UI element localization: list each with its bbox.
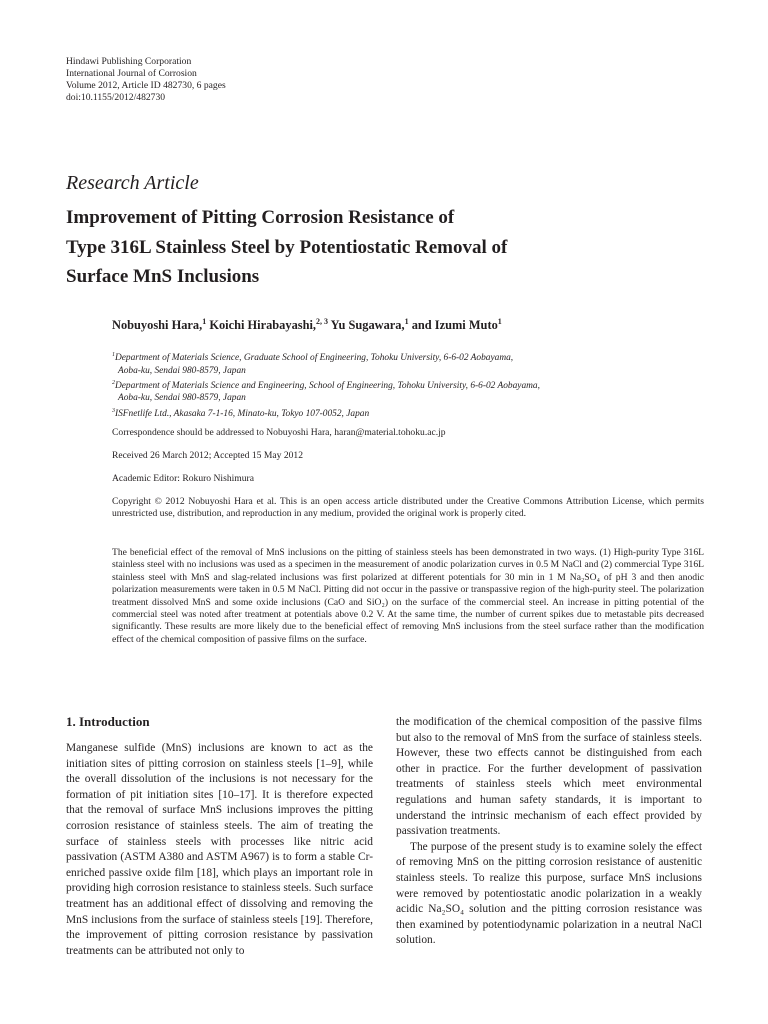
volume-info: Volume 2012, Article ID 482730, 6 pages bbox=[66, 80, 226, 91]
article-type: Research Article bbox=[66, 172, 199, 194]
author-affil-mark: 2, 3 bbox=[316, 317, 329, 326]
author-affil-mark: 1 bbox=[404, 317, 409, 326]
affil-mark: 1 bbox=[112, 352, 115, 358]
publisher: Hindawi Publishing Corporation bbox=[66, 56, 192, 67]
author-name: Yu Sugawara, bbox=[330, 318, 405, 333]
body-paragraph: the modification of the chemical composition of the passive films but also to the removal of MnS from the surface of stainless steels. However, these two effects cannot be distinguished from each other in practice. For the further development of passivation treatments of stainless steels which meet environmental regulations and human safety standards, it is important to understand the intrinsic mechanism of each effect provided by passivation treatments. bbox=[396, 716, 702, 838]
correspondence-text: Correspondence should be addressed to Nobuyoshi Hara, bbox=[112, 427, 335, 438]
doi: doi:10.1155/2012/482730 bbox=[66, 92, 166, 103]
paper-title bbox=[66, 203, 706, 292]
body-paragraph: The purpose of the present study is to examine solely the effect of removing MnS on the pitting corrosion resistance of austenitic stainless steels. To realize this purpose, surface MnS inclusions were removed by potentiostatic anodic polarization in a weakly acidic Na₂SO₄ solution and the pitting corrosion resistance was then examined by potentiodynamic polarization in a neutral NaCl solution. bbox=[396, 840, 702, 947]
author-name: Nobuyoshi Hara, bbox=[112, 318, 203, 333]
title-line: Surface MnS Inclusions bbox=[66, 266, 260, 287]
affil-mark: 2 bbox=[112, 379, 115, 386]
received-accepted-dates: Received 26 March 2012; Accepted 15 May 2012 bbox=[112, 450, 304, 461]
journal-header bbox=[66, 56, 226, 104]
body-paragraph: Manganese sulfide (MnS) inclusions are known to act as the initiation sites of pitting corrosion on stainless steels [1–9], while the overall dissolution of the inclusions is not necessary for the formation of pit initiation sites [10–17]. It is therefore expected that the removal of surface MnS inclusions improves the pitting corrosion resistance of stainless steels. The aim of treating the surface of stainless steels with processes like nitric acid passivation (ASTM A380 and ASTM A967) is to form a stable Cr-enriched passive oxide film [18], which plays an important role in providing high corrosion resistance to stainless steels. Such surface treatment has an additional effect of dissolving and removing the MnS inclusions from the surface of stainless steels [19]. Therefore, the improvement of pitting corrosion resistance by passivation treatments can be attributed not only to bbox=[66, 742, 373, 957]
abstract: The beneficial effect of the removal of MnS inclusions on the pitting of stainless steels has been demonstrated in two ways. (1) High-purity Type 316L stainless steel with no inclusions was used as a specimen in the measurement of anodic polarization curves in 0.5 M NaCl and (2) commercial Type 316L stainless steel with MnS and slag-related inclusions was first polarized at different potentials for 30 min in 1 M Na₂SO₄ of pH 3 and then anodic polarization measurements were taken in 0.5 M NaCl. Pitting did not occur in the passive or transpassive region of the high-purity steel. The polarization treatment dissolved MnS and some oxide inclusions (CaO and SiO₂) on the surface of the commercial steel. An increase in pitting potential of the commercial steel was noted after treatment at potentials above 0.2 V. At the same time, the number of current spikes due to metastable pits decreased significantly. These results are more likely due to the beneficial effect of removing MnS inclusions from the steel surface rather than the modification effect of the chemical composition of passive films on the surface. bbox=[112, 547, 704, 645]
affiliations bbox=[112, 349, 672, 420]
title-line: Type 316L Stainless Steel by Potentiostatic Removal of bbox=[66, 236, 508, 258]
author-list bbox=[112, 317, 502, 333]
affiliation-text: Aoba-ku, Sendai 980-8579, Japan bbox=[118, 365, 246, 376]
title-line: Improvement of Pitting Corrosion Resistance of bbox=[66, 207, 455, 228]
journal-name: International Journal of Corrosion bbox=[66, 68, 197, 79]
author-name: Koichi Hirabayashi, bbox=[209, 318, 317, 333]
body-column-left bbox=[66, 741, 373, 959]
affiliation-text: Department of Materials Science, Graduate School of Engineering, Tohoku University, 6-6-02 Aobayama, bbox=[115, 353, 514, 364]
academic-editor: Academic Editor: Rokuro Nishimura bbox=[112, 473, 255, 484]
affiliation-text: Aoba-ku, Sendai 980-8579, Japan bbox=[118, 393, 246, 404]
affiliation-text: ISFnetlife Ltd., Akasaka 7-1-16, Minato-ku, Tokyo 107-0052, Japan bbox=[115, 409, 370, 419]
author-affil-mark: 1 bbox=[497, 317, 502, 326]
section-heading: 1. Introduction bbox=[66, 714, 150, 729]
affiliation-text: Department of Materials Science and Engineering, School of Engineering, Tohoku University, 6-6-02 Aobayama, bbox=[115, 381, 540, 392]
copyright-notice: Copyright © 2012 Nobuyoshi Hara et al. This is an open access article distributed under the Creative Commons Attribution License, which permits unrestricted use, distribution, and reproduction in any medium, provided the original work is properly cited. bbox=[112, 496, 704, 520]
correspondence bbox=[112, 427, 446, 438]
affil-mark: 3 bbox=[112, 407, 115, 414]
author-affil-mark: 1 bbox=[202, 317, 207, 326]
correspondence-email-link[interactable]: haran@material.tohoku.ac.jp bbox=[334, 427, 446, 438]
author-name: and Izumi Muto bbox=[411, 318, 498, 333]
body-column-right bbox=[396, 715, 702, 949]
